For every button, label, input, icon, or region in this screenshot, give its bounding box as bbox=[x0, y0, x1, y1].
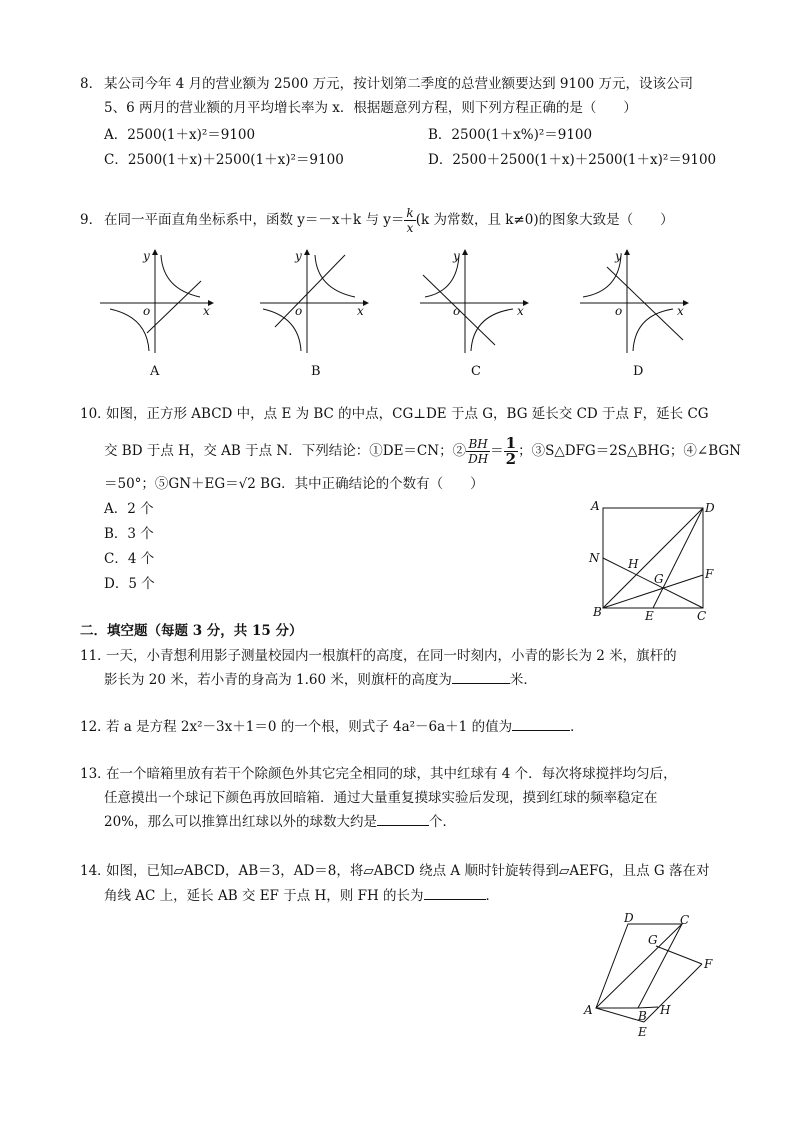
q8-option-d: D．2500＋2500(1＋x)＋2500(1＋x)²＝9100 bbox=[428, 152, 717, 168]
svg-text:o: o bbox=[453, 304, 461, 318]
svg-text:o: o bbox=[143, 304, 151, 318]
q10-option-c: C．4 个 bbox=[104, 551, 155, 567]
graph-a bbox=[100, 249, 213, 379]
svg-text:y: y bbox=[143, 249, 150, 263]
svg-text:B: B bbox=[311, 364, 321, 379]
svg-text:x: x bbox=[677, 304, 684, 318]
graph-d bbox=[580, 249, 688, 379]
q12-answer-blank[interactable] bbox=[512, 716, 570, 731]
graph-c bbox=[420, 249, 528, 379]
q13-line3: 20%，那么可以推算出红球以外的球数大约是 个． bbox=[104, 811, 456, 833]
q13-answer-blank[interactable] bbox=[377, 811, 429, 826]
svg-text:o: o bbox=[295, 304, 303, 318]
svg-text:x: x bbox=[203, 304, 210, 318]
svg-text:x: x bbox=[357, 304, 364, 318]
q10-line1: 10．如图，正方形 ABCD 中，点 E 为 BC 的中点，CG⊥DE 于点 G，BG 延长交 CD 于点 F，延长 CG bbox=[80, 406, 709, 422]
q8-option-a: A．2500(1＋x)²＝9100 bbox=[104, 127, 256, 143]
svg-text:o: o bbox=[615, 304, 623, 318]
graph-b bbox=[260, 249, 368, 379]
svg-text:A: A bbox=[584, 1003, 593, 1017]
svg-text:D: D bbox=[705, 501, 715, 515]
svg-text:D: D bbox=[624, 911, 634, 925]
q8-number: 8． bbox=[80, 76, 103, 92]
q8-line1: 8． 某公司今年 4 月的营业额为 2500 万元，按计划第二季度的总营业额要达到 9100 万元，设该公司 bbox=[80, 73, 693, 95]
svg-text:H: H bbox=[660, 1003, 671, 1017]
svg-text:B: B bbox=[593, 605, 602, 619]
svg-text:y: y bbox=[453, 249, 460, 263]
svg-text:G: G bbox=[654, 572, 664, 586]
svg-text:C: C bbox=[471, 364, 481, 379]
q14-figure bbox=[580, 910, 720, 1040]
svg-text:y: y bbox=[295, 249, 302, 263]
q9-fraction: $\frac{k}{x}$ bbox=[406, 206, 414, 235]
q10-option-d: D．5 个 bbox=[104, 576, 155, 592]
svg-text:D: D bbox=[633, 364, 644, 379]
q13-line1: 13．在一个暗箱里放有若干个除颜色外其它完全相同的球，其中红球有 4 个．每次将球搅拌均匀后， bbox=[80, 766, 677, 782]
q11-line1: 11．一天，小青想利用影子测量校园内一根旗杆的高度，在同一时刻内，小青的影长为 2 米，旗杆的 bbox=[80, 648, 677, 664]
svg-text:C: C bbox=[680, 913, 690, 927]
svg-text:H: H bbox=[628, 557, 639, 571]
svg-text:y: y bbox=[615, 249, 622, 263]
q11-answer-blank[interactable] bbox=[452, 669, 510, 684]
svg-text:F: F bbox=[705, 567, 714, 581]
svg-text:G: G bbox=[648, 933, 658, 947]
q8-option-b: B．2500(1＋x%)²＝9100 bbox=[428, 127, 593, 143]
svg-text:E: E bbox=[638, 1025, 647, 1039]
q13-line2: 任意摸出一个球记下颜色再放回暗箱．通过大量重复摸球实验后发现，摸到红球的频率稳定在 bbox=[104, 790, 658, 806]
svg-text:A: A bbox=[150, 364, 160, 379]
q8-option-c: C．2500(1＋x)＋2500(1＋x)²＝9100 bbox=[104, 152, 344, 168]
q10-option-a: A．2 个 bbox=[104, 501, 154, 517]
q12-line: 12．若 a 是方程 2x²－3x＋1＝0 的一个根，则式子 4a²－6a＋1 的值为 ． bbox=[80, 716, 584, 738]
svg-text:E: E bbox=[645, 609, 654, 623]
q14-line1: 14．如图，已知▱ABCD，AB＝3，AD＝8，将▱ABCD 绕点 A 顺时针旋转得到▱AEFG，且点 G 落在对 bbox=[80, 863, 710, 879]
section-2-title: 二．填空题（每题 3 分，共 15 分） bbox=[80, 623, 303, 639]
q14-answer-blank[interactable] bbox=[424, 885, 486, 900]
q11-line2: 影长为 20 米，若小青的身高为 1.60 米，则旗杆的高度为 米． bbox=[104, 669, 537, 691]
svg-text:F: F bbox=[704, 957, 713, 971]
svg-text:A: A bbox=[591, 499, 600, 513]
q10-figure bbox=[585, 496, 720, 626]
q9-graphs bbox=[95, 245, 705, 385]
q10-line2: 交 BD 于点 H，交 AB 于点 N．下列结论：①DE＝CN；② $\frac{BH}{DH}$ ＝ $\frac{1}{2}$ ；③S△DFG＝2S△BHG；④∠BGN bbox=[104, 434, 741, 468]
q10-option-b: B．3 个 bbox=[104, 526, 154, 542]
q9-stem: 9． 在同一平面直角坐标系中，函数 y＝－x＋k 与 y＝ $\frac{k}{x}$ (k 为常数，且 k≠0)的图象大致是（ ） bbox=[80, 206, 674, 235]
svg-text:x: x bbox=[517, 304, 524, 318]
svg-text:B: B bbox=[638, 1009, 647, 1023]
q10-line3: ＝50°；⑤GN＋EG＝√2 BG．其中正确结论的个数有（ ） bbox=[104, 476, 484, 492]
svg-text:C: C bbox=[697, 609, 707, 623]
q8-line2: 5、6 两月的营业额的月平均增长率为 x．根据题意列方程，则下列方程正确的是（ ） bbox=[104, 100, 637, 116]
q14-line2: 角线 AC 上，延长 AB 交 EF 于点 H，则 FH 的长为 ． bbox=[104, 885, 499, 907]
svg-text:N: N bbox=[589, 551, 600, 565]
